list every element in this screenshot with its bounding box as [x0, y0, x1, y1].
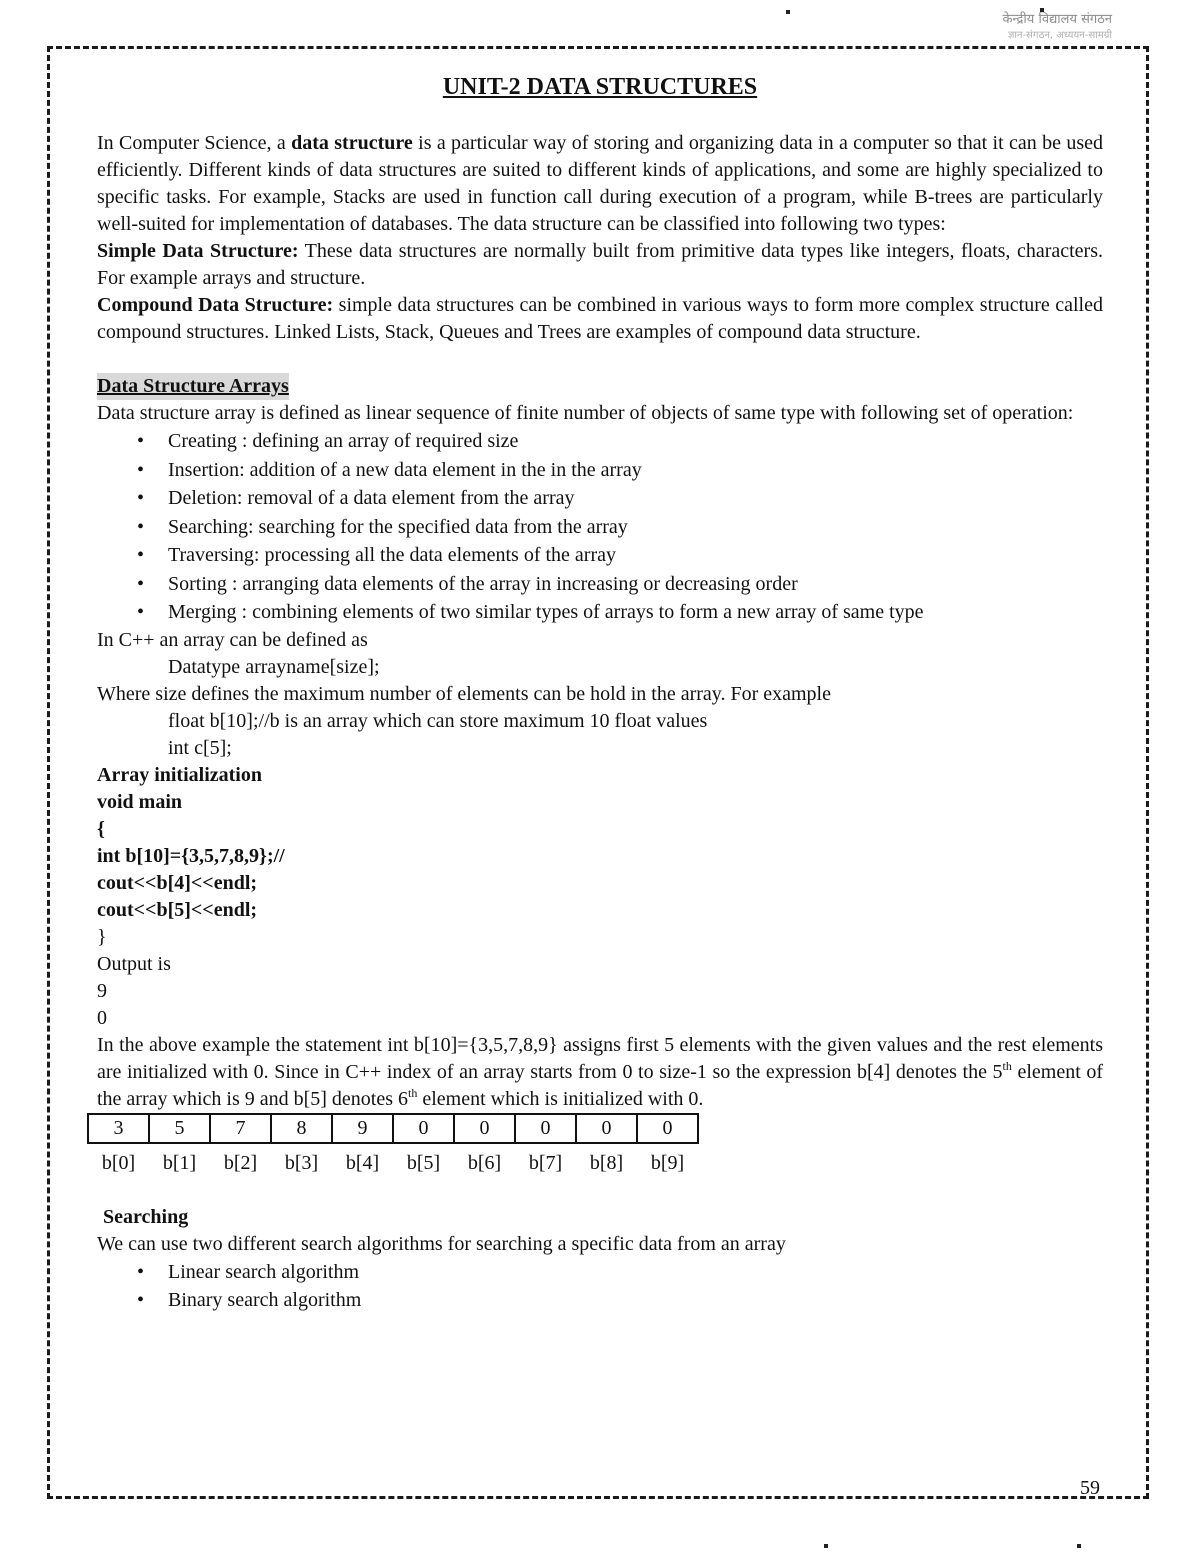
array-index-label: b[2]: [223, 1151, 258, 1174]
output-value: 0: [97, 1006, 107, 1029]
section-heading-searching: Searching: [103, 1205, 189, 1228]
init-heading: Array initialization: [97, 763, 262, 786]
array-syntax: Datatype arrayname[size];: [168, 655, 380, 678]
arrays-definition: Data structure array is defined as linear sequence of finite number of objects of same type with following set of operation:: [97, 402, 1074, 424]
header-org-mark: [1003, 12, 1112, 44]
array-cell: 0: [576, 1114, 637, 1143]
array-cell: 5: [149, 1114, 210, 1143]
list-item: • Sorting : arranging data elements of the array in increasing or decreasing order: [97, 570, 1103, 599]
array-index-label: b[1]: [162, 1151, 197, 1174]
output-value: 9: [97, 979, 107, 1002]
code-line: }: [97, 925, 107, 948]
array-index-label: b[7]: [528, 1151, 563, 1174]
array-index-label: b[5]: [406, 1151, 441, 1174]
compound-ds-paragraph: Compound Data Structure: simple data structures can be combined in various ways to form more complex structure called compound structures. Linked Lists, Stack, Queues and Trees are examples of compound data structure.: [97, 294, 1103, 343]
output-label: Output is: [97, 952, 171, 975]
scan-dot: [786, 10, 790, 14]
searching-intro: We can use two different search algorithms for searching a specific data from an array: [97, 1232, 786, 1255]
array-diagram: [87, 1113, 699, 1177]
list-item: • Merging : combining elements of two similar types of arrays to form a new array of same type: [97, 598, 1103, 627]
example-int: int c[5];: [168, 736, 232, 759]
scan-dot: [824, 1544, 828, 1548]
cpp-definition-line: In C++ an array can be defined as: [97, 628, 368, 651]
example-float: float b[10];//b is an array which can store maximum 10 float values: [168, 709, 708, 732]
list-item: • Creating : defining an array of required size: [97, 427, 1103, 456]
simple-ds-paragraph: Simple Data Structure: These data structures are normally built from primitive data types like integers, floats, characters. For example arrays and structure.: [97, 240, 1103, 289]
section-heading-arrays: Data Structure Arrays: [97, 373, 289, 400]
array-cell: 0: [454, 1114, 515, 1143]
array-index-label: b[4]: [345, 1151, 380, 1174]
array-index-label: b[3]: [284, 1151, 319, 1174]
intro-paragraph: In Computer Science, a data structure is a particular way of storing and organizing data in a computer so that it can be used efficiently. Different kinds of data structures are suited to different kinds of applications, and some are highly specialized to specific tasks. For example, Stacks are used in function call during execution of a program, while B-trees are particularly well-suited for implementation of databases. The data structure can be classified into following two types:: [97, 132, 1104, 235]
list-item: • Traversing: processing all the data elements of the array: [97, 541, 1103, 570]
init-explanation: In the above example the statement int b[10]={3,5,7,8,9} assigns first 5 elements with the given values and the rest elements are initialized with 0. Since in C++ index of an array starts from 0 to size-1 so the expression b[4] denotes the 5th element of the array which is 9 and b[5] denotes 6th element which is initialized with 0.: [97, 1033, 1103, 1110]
code-line: cout<<b[4]<<endl;: [97, 871, 258, 894]
array-cell: 9: [332, 1114, 393, 1143]
header-org-line1: केन्द्रीय विद्यालय संगठन: [1002, 12, 1112, 27]
array-cell: 3: [88, 1114, 149, 1143]
operations-list: [97, 427, 1103, 627]
list-item: • Insertion: addition of a new data element in the in the array: [97, 456, 1103, 485]
array-cell: 0: [637, 1114, 698, 1143]
code-line: cout<<b[5]<<endl;: [97, 898, 258, 921]
page-number: 59: [1080, 1477, 1100, 1499]
code-line: void main: [97, 790, 183, 813]
array-index-label: b[6]: [467, 1151, 502, 1174]
code-line: {: [97, 817, 105, 840]
list-item: • Linear search algorithm: [97, 1258, 1103, 1287]
code-line: int b[10]={3,5,7,8,9};//: [97, 844, 285, 867]
header-org-line2: ज्ञान-संगठन, अध्ययन-सामग्री: [1008, 30, 1112, 41]
list-item: • Searching: searching for the specified data from the array: [97, 513, 1103, 542]
list-item: • Deletion: removal of a data element from the array: [97, 484, 1103, 513]
page-title: UNIT-2 DATA STRUCTURES: [442, 74, 758, 100]
scan-dot: [1040, 8, 1044, 12]
array-cell: 7: [210, 1114, 271, 1143]
array-cell: 0: [515, 1114, 576, 1143]
search-algorithms-list: [97, 1258, 1103, 1315]
page-content: [97, 70, 1103, 1315]
array-cell: 0: [393, 1114, 454, 1143]
array-index-label: b[9]: [650, 1151, 685, 1174]
array-index-label: b[0]: [101, 1151, 136, 1174]
scan-dot: [1077, 1544, 1081, 1548]
list-item: • Binary search algorithm: [97, 1286, 1103, 1315]
array-index-label: b[8]: [589, 1151, 624, 1174]
size-explanation: Where size defines the maximum number of elements can be hold in the array. For example: [97, 682, 831, 705]
array-cell: 8: [271, 1114, 332, 1143]
